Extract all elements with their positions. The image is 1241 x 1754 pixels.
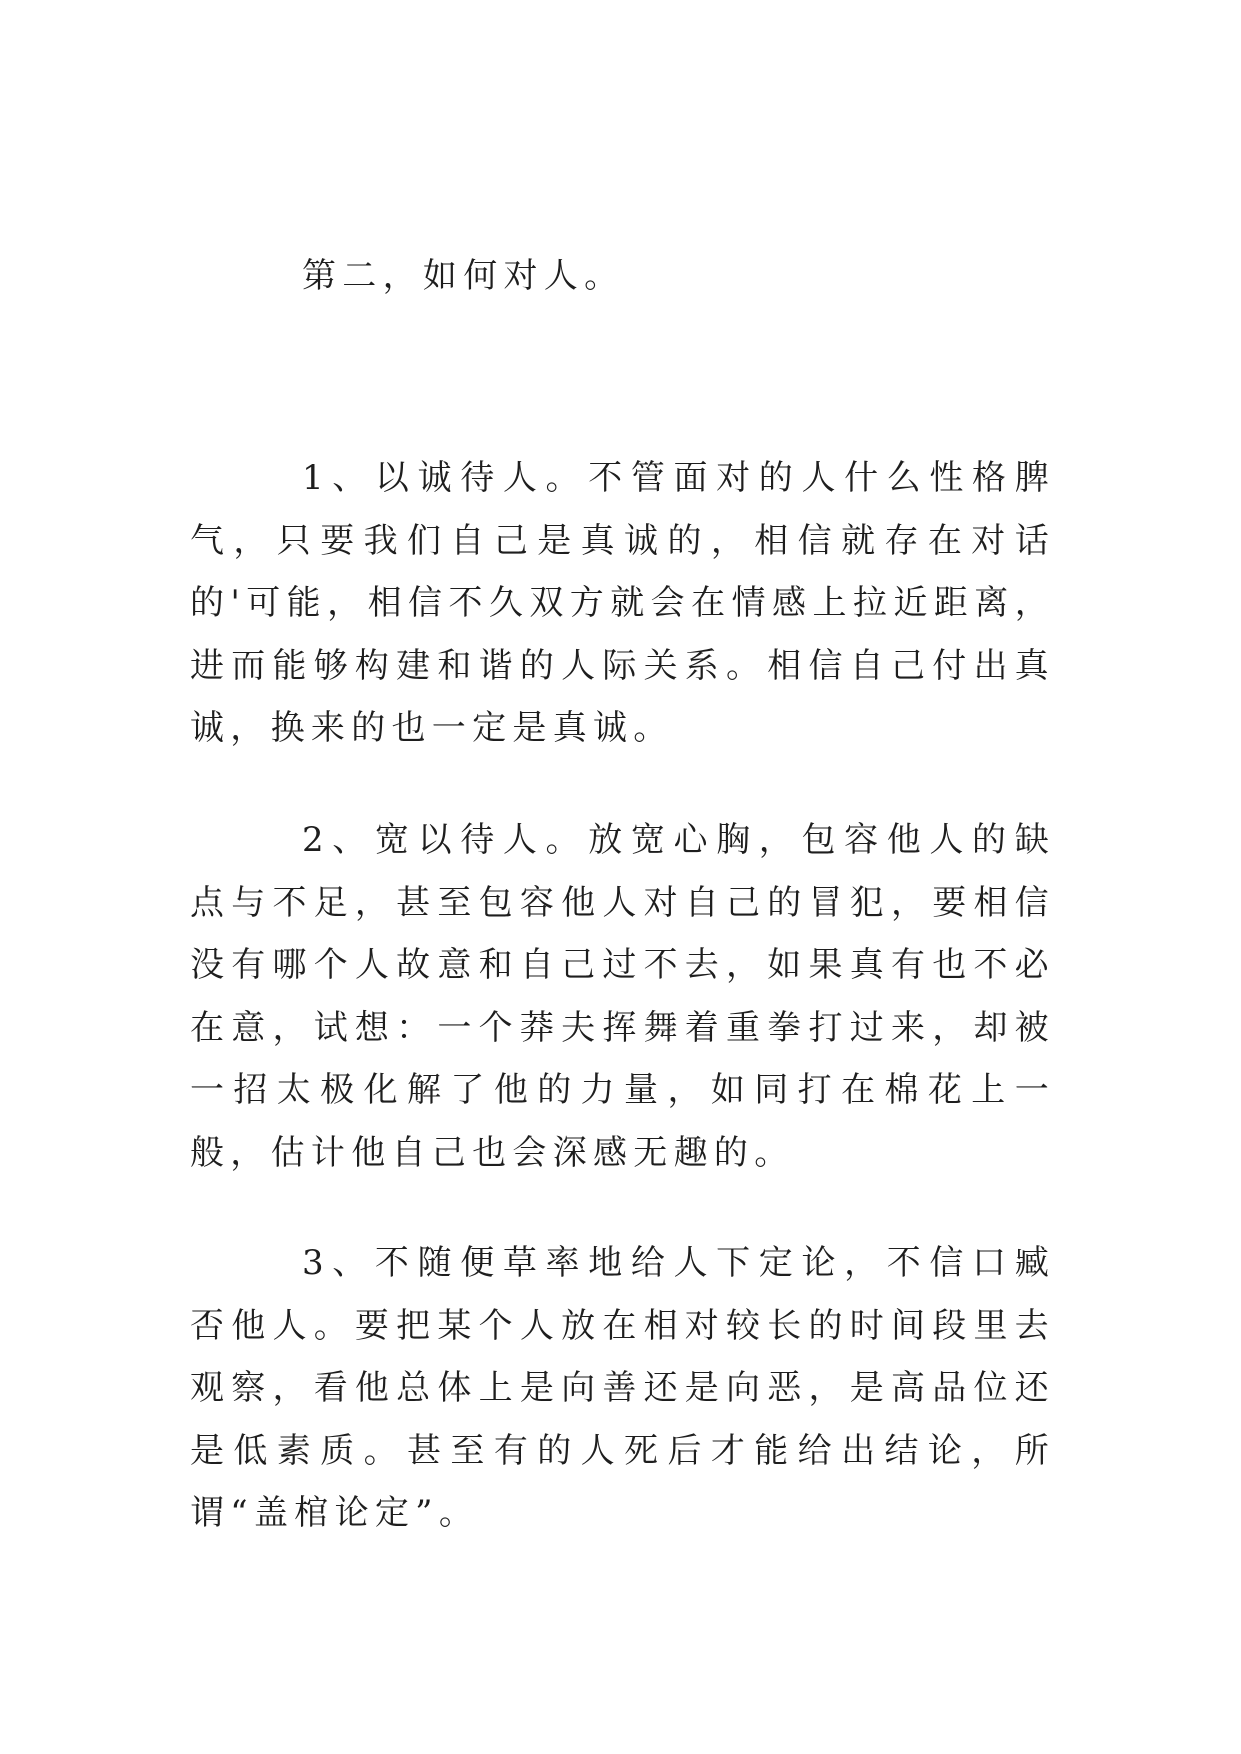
paragraph-2: 2、宽以待人。放宽心胸，包容他人的缺点与不足，甚至包容他人对自己的冒犯，要相信没有哪个人故意和自己过不去，如果真有也不必在意，试想：一个莽夫挥舞着重拳打过来，却被一招太极化解了他的力量，如同打在棉花上一般，估计他自己也会深感无趣的。 — [190, 820, 1055, 1173]
section-heading: 第二，如何对人。 — [302, 256, 625, 296]
paragraph-3: 3、不随便草率地给人下定论，不信口臧否他人。要把某个人放在相对较长的时间段里去观察，看他总体上是向善还是向恶，是高品位还是低素质。甚至有的人死后才能给出结论，所谓“盖棺论定”。 — [190, 1243, 1055, 1533]
paragraph-1: 1、以诚待人。不管面对的人什么性格脾气，只要我们自己是真诚的，相信就存在对话的'可能，相信不久双方就会在情感上拉近距离，进而能够构建和谐的人际关系。相信自己付出真诚，换来的也一定是真诚。 — [190, 458, 1055, 748]
